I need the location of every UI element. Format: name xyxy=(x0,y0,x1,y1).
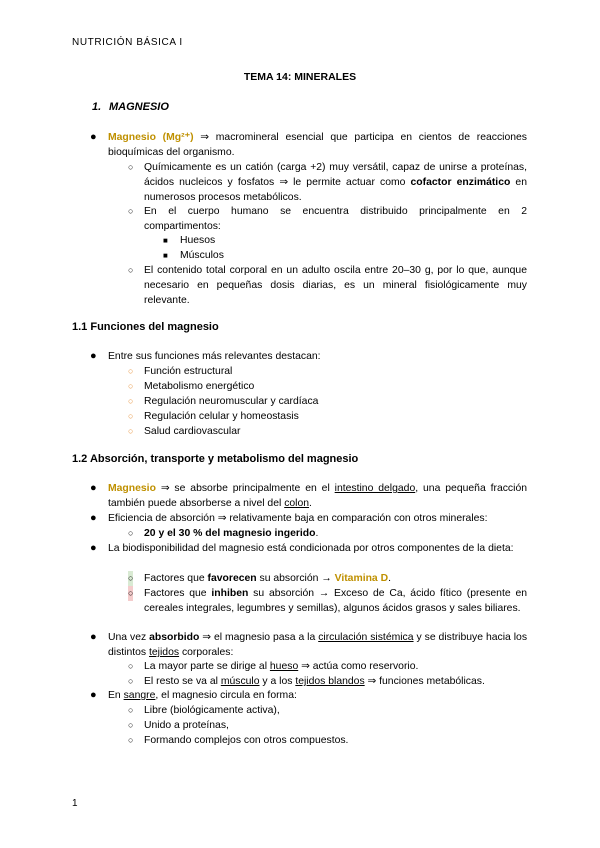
term-magnesio: Magnesio (Mg²⁺) xyxy=(108,132,194,143)
circle-bullet-icon: ○ xyxy=(128,206,134,216)
page-header: NUTRICIÓN BÁSICA I xyxy=(72,37,183,48)
circle-bullet-icon: ○ xyxy=(128,411,134,421)
list-item-cation: ○ Químicamente es un catión (carga +2) muy versátil, capaz de unirse a proteínas, ácidos nucleicos y fosfatos ⇒ le permite actuar como cofactor enzimático en numerosos procesos metabólicos. xyxy=(128,162,527,203)
section-1-number: 1. xyxy=(92,101,102,113)
section-1-heading xyxy=(92,101,169,113)
list-item-compartments: ○ En el cuerpo humano se encuentra distribuido principalmente en 2 compartimentos: xyxy=(128,206,527,232)
circle-bullet-icon: ○ xyxy=(128,571,133,586)
list-item-unido: ○ Unido a proteínas, xyxy=(128,720,229,731)
circle-bullet-icon: ○ xyxy=(128,396,134,406)
term-vitamina-d: Vitamina D xyxy=(334,573,389,584)
list-item-funcion: ○ Regulación celular y homeostasis xyxy=(128,411,299,422)
list-item-funcion: ○ Metabolismo energético xyxy=(128,381,255,392)
list-item-huesos: ■ Huesos xyxy=(163,235,216,246)
bullet-icon: ● xyxy=(90,350,97,362)
square-bullet-icon: ■ xyxy=(163,251,168,260)
bullet-icon: ● xyxy=(90,482,97,494)
list-item-musculo: ○ El resto se va al músculo y a los tejidos blandos ⇒ funciones metabólicas. xyxy=(128,676,485,687)
list-item-favorecen: ○ Factores que favorecen su absorción → Vitamina D. xyxy=(128,573,391,584)
list-item-absorbido: ● Una vez absorbido ⇒ el magnesio pasa a la circulación sistémica y se distribuye hacia los distintos tejidos corporales: xyxy=(90,631,528,658)
list-item-contenido-total: ○ El contenido total corporal en un adulto oscila entre 20–30 g, por lo que, aunque necesario en pequeñas dosis diarias, es un mineral fisiológicamente muy relevante. xyxy=(128,265,527,306)
list-item-inhiben: ○ Factores que inhiben su absorción → Exceso de Ca, ácido fítico (presente en cereales integrales, legumbres y semillas), algunos ácidos grasos y sales biliares. xyxy=(128,588,528,614)
circle-bullet-icon: ○ xyxy=(128,162,134,172)
list-item-complejos: ○ Formando complejos con otros compuestos. xyxy=(128,735,349,746)
circle-bullet-icon: ○ xyxy=(128,720,134,730)
list-item-funcion: ○ Regulación neuromuscular y cardíaca xyxy=(128,396,319,407)
circle-bullet-icon: ○ xyxy=(128,366,134,376)
list-item-magnesio-intro: ● Magnesio (Mg²⁺) ⇒ macromineral esencial que participa en cientos de reacciones bioquímicas del organismo. xyxy=(90,131,527,158)
circle-bullet-icon: ○ xyxy=(128,735,134,745)
list-item-funcion: ○ Salud cardiovascular xyxy=(128,426,241,437)
list-item-porcentaje: ○ 20 y el 30 % del magnesio ingerido. xyxy=(128,528,319,539)
list-item-absorcion: ● Magnesio ⇒ se absorbe principalmente en el intestino delgado, una pequeña fracción también puede absorberse a nivel del colon. xyxy=(90,482,527,509)
circle-bullet-icon: ○ xyxy=(128,661,134,671)
bullet-icon: ● xyxy=(90,131,97,143)
circle-bullet-icon: ○ xyxy=(128,426,134,436)
circle-bullet-icon: ○ xyxy=(128,381,134,391)
circle-bullet-icon: ○ xyxy=(128,528,134,538)
section-1-2-heading: 1.2 Absorción, transporte y metabolismo del magnesio xyxy=(72,453,359,465)
bullet-icon: ● xyxy=(90,689,97,701)
term-magnesio: Magnesio xyxy=(108,483,156,494)
list-item-libre: ○ Libre (biológicamente activa), xyxy=(128,705,280,716)
bullet-icon: ● xyxy=(90,542,97,554)
list-item-sangre: ● En sangre, el magnesio circula en forma: xyxy=(90,689,297,701)
list-item-biodisponibilidad: ● La biodisponibilidad del magnesio está condicionada por otros componentes de la dieta: xyxy=(90,542,514,554)
circle-bullet-icon: ○ xyxy=(128,265,134,275)
section-1-1-heading: 1.1 Funciones del magnesio xyxy=(72,321,219,333)
list-item-funciones-lead: ● Entre sus funciones más relevantes destacan: xyxy=(90,350,321,362)
circle-bullet-icon: ○ xyxy=(128,586,133,601)
bullet-icon: ● xyxy=(90,512,97,524)
list-item-musculos: ■ Músculos xyxy=(163,250,224,261)
section-1-title: MAGNESIO xyxy=(109,101,169,113)
page-number: 1 xyxy=(72,798,78,809)
circle-bullet-icon: ○ xyxy=(128,705,134,715)
square-bullet-icon: ■ xyxy=(163,236,168,245)
circle-bullet-icon: ○ xyxy=(128,676,134,686)
list-item-hueso: ○ La mayor parte se dirige al hueso ⇒ actúa como reservorio. xyxy=(128,661,419,672)
list-item-eficiencia: ● Eficiencia de absorción ⇒ relativamente baja en comparación con otros minerales: xyxy=(90,512,488,524)
bullet-icon: ● xyxy=(90,631,97,643)
list-item-funcion: ○ Función estructural xyxy=(128,366,233,377)
page-title: TEMA 14: MINERALES xyxy=(243,71,357,83)
